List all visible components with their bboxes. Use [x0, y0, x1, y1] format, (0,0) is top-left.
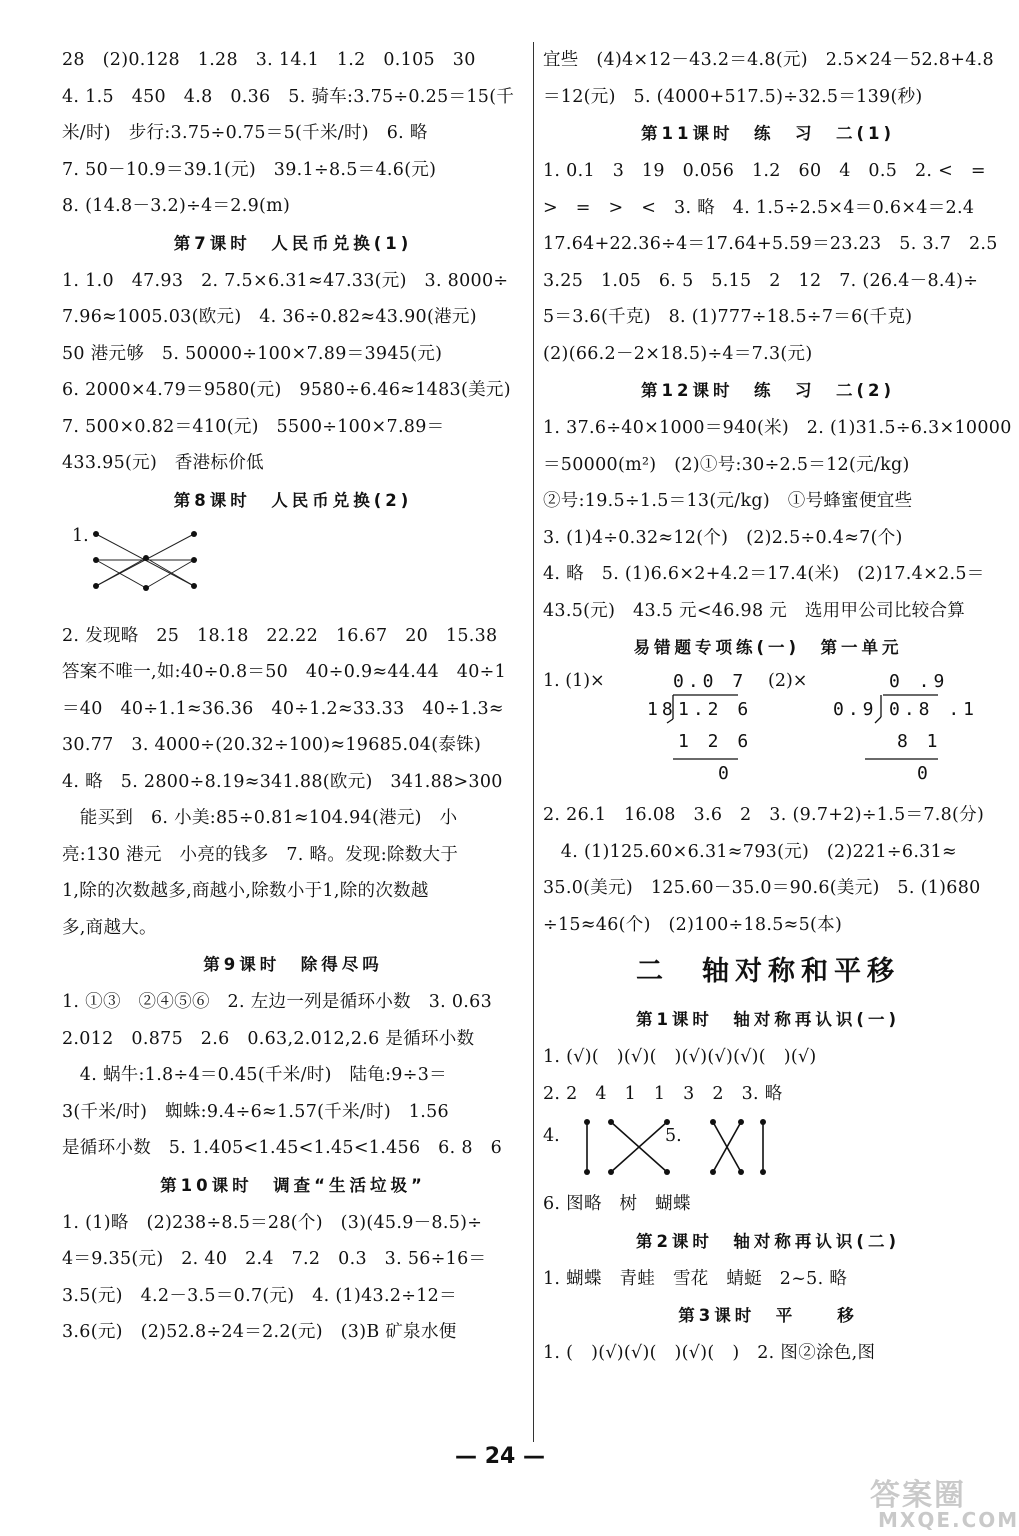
figure-dot	[760, 1169, 766, 1175]
figure-dot	[608, 1169, 614, 1175]
answer-line: ÷15≈46(个) (2)100÷18.5≈5(本)	[543, 914, 843, 935]
match-dot	[191, 557, 197, 563]
division-d2-sub: 8 1	[897, 731, 942, 752]
answer-line: 米/时) 步行:3.75÷0.75＝5(千米/时) 6. 略	[62, 123, 428, 143]
answer-line: 28 (2)0.128 1.28 3. 14.1 1.2 0.105 30	[62, 50, 476, 70]
answer-line: 3.5(元) 4.2－3.5＝0.7(元) 4. (1)43.2÷12＝	[62, 1285, 457, 1306]
figure-label-5: 5.	[665, 1126, 682, 1146]
answer-line: 4. 蜗牛:1.8÷4＝0.45(千米/时) 陆龟:9÷3＝	[62, 1065, 447, 1085]
lesson-heading: 第9课时 除得尽吗	[203, 955, 383, 974]
figure-dot	[738, 1119, 744, 1125]
watermark-top: 答案圈	[870, 1478, 966, 1513]
answer-line: 1. (1)略 (2)238÷8.5＝28(个) (3)(45.9－8.5)÷	[62, 1212, 483, 1233]
answer-line: 50 港元够 5. 50000÷100×7.89＝3945(元)	[62, 343, 443, 364]
answer-line: 能买到 6. 小美:85÷0.81≈104.94(港元) 小	[62, 808, 458, 828]
lesson-heading: 第1课时 轴对称再认识(一)	[635, 1010, 901, 1029]
answer-line: ②号:19.5÷1.5＝13(元/kg) ①号蜂蜜便宜些	[543, 491, 913, 511]
answer-line: 1. ①③ ②④⑤⑥ 2. 左边一列是循环小数 3. 0.63	[62, 992, 493, 1012]
answer-line: 4. 略 5. (1)6.6×2+4.2＝17.4(米) (2)17.4×2.5＝	[543, 564, 985, 584]
answer-line: 8. (14.8－3.2)÷4＝2.9(m)	[62, 196, 291, 216]
lesson-heading: 第12课时 练 习 二(2)	[640, 381, 896, 400]
answer-line: 1. ( )(√)(√)( )(√)( ) 2. 图②涂色,图	[543, 1343, 876, 1363]
answer-line: 2. 发现略 25 18.18 22.22 16.67 20 15.38	[62, 625, 498, 646]
answer-line: 2. 26.1 16.08 3.6 2 3. (9.7+2)÷1.5＝7.8(分)	[543, 805, 985, 825]
page-number: — 24 —	[455, 1444, 545, 1469]
answer-line: 3.25 1.05 6. 5 5.15 2 12 7. (26.4－8.4)÷	[543, 270, 979, 291]
division-label-1: 1. (1)×	[543, 671, 605, 691]
match-dot	[191, 583, 197, 589]
matching-lines-diagram	[62, 525, 202, 626]
division-d2-div: 0.9	[833, 699, 878, 720]
answer-line: 7. 50－10.9＝39.1(元) 39.1÷8.5＝4.6(元)	[62, 159, 437, 180]
answer-line: 7. 500×0.82＝410(元) 5500÷100×7.89＝	[62, 416, 445, 437]
lesson-heading: 第8课时 人民币兑换(2)	[173, 490, 413, 510]
answer-line: 5＝3.6(千克) 8. (1)777÷18.5÷7＝6(千克)	[543, 307, 913, 327]
answer-line: 是循环小数 5. 1.405<1.45<1.45<1.456 6. 8 6	[62, 1138, 503, 1158]
matching-figure	[62, 520, 524, 618]
answer-line: 35.0(美元) 125.60－35.0＝90.6(美元) 5. (1)680	[543, 878, 981, 898]
answer-line: 43.5(元) 43.5 元<46.98 元 选用甲公司比较合算	[543, 600, 966, 621]
division-d1-r: 0	[718, 763, 733, 784]
lesson-heading: 第7课时 人民币兑换(1)	[173, 233, 413, 253]
answer-line: 30.77 3. 4000÷(20.32÷100)≈19685.04(泰铢)	[62, 735, 482, 755]
symmetry-figure	[543, 1112, 993, 1186]
figure-dot	[710, 1169, 716, 1175]
answer-line: 亮:130 港元 小亮的钱多 7. 略。发现:除数大于	[62, 844, 459, 865]
figure-dot	[710, 1119, 716, 1125]
answer-line: 4＝9.35(元) 2. 40 2.4 7.2 0.3 3. 56÷16＝	[62, 1249, 487, 1269]
answer-line: 4. 1.5 450 4.8 0.36 5. 骑车:3.75÷0.25＝15(千	[62, 86, 515, 107]
answer-line: 1,除的次数越多,商越小,除数小于1,除的次数越	[62, 881, 429, 901]
unit-title: 二 轴对称和平移	[636, 956, 900, 987]
answer-line: (2)(66.2－2×18.5)÷4＝7.3(元)	[543, 343, 813, 364]
figure-dot	[664, 1169, 670, 1175]
figure-label: 1.	[72, 525, 89, 546]
answer-line: 4. 略 5. 2800÷8.19≈341.88(欧元) 341.88>300	[62, 771, 503, 792]
answer-line: 3. (1)4÷0.32≈12(个) (2)2.5÷0.4≈7(个)	[543, 527, 903, 548]
match-dot	[143, 585, 149, 591]
answer-line: 答案不唯一,如:40÷0.8＝50 40÷0.9≈44.44 40÷1	[62, 662, 507, 682]
left-column	[62, 42, 524, 1351]
watermark-logo	[860, 1470, 1019, 1536]
answer-line: 1. 0.1 3 19 0.056 1.2 60 4 0.5 2. < =	[543, 161, 986, 181]
figure-dot	[738, 1169, 744, 1175]
figure-dot	[608, 1119, 614, 1125]
answer-line: 2.012 0.875 2.6 0.63,2.012,2.6 是循环小数	[62, 1028, 475, 1049]
answer-line: 6. 图略 树 蝴蝶	[543, 1194, 691, 1214]
answer-line: ＝12(元) 5. (4000+517.5)÷32.5＝139(秒)	[543, 86, 923, 107]
division-d1-sub: 1 2 6	[678, 731, 753, 752]
right-column	[543, 42, 1012, 1372]
division-label-2: (2)×	[768, 671, 808, 691]
answer-line: 3.6(元) (2)52.8÷24＝2.2(元) (3)B 矿泉水便	[62, 1322, 457, 1342]
match-dot	[93, 531, 99, 537]
match-dot	[143, 555, 149, 561]
lesson-heading: 易错题专项练(一) 第一单元	[633, 638, 903, 657]
watermark-bottom: MXQE.COM	[878, 1508, 1019, 1532]
answer-line: 1. 蝴蝶 青蛙 雪花 蜻蜓 2~5. 略	[543, 1268, 848, 1289]
lesson-heading: 第11课时 练 习 二(1)	[640, 124, 896, 143]
figure-dot	[584, 1119, 590, 1125]
answer-line: > = > < 3. 略 4. 1.5÷2.5×4＝0.6×4＝2.4	[543, 197, 975, 218]
lesson-heading: 第10课时 调查“生活垃圾”	[160, 1175, 426, 1195]
figure-label-4: 4.	[543, 1126, 560, 1146]
answer-line: 4. (1)125.60×6.31≈793(元) (2)221÷6.31≈	[543, 841, 958, 862]
answer-line: 1. 1.0 47.93 2. 7.5×6.31≈47.33(元) 3. 8000÷	[62, 270, 509, 291]
figure-dot	[760, 1119, 766, 1125]
figure-dot	[664, 1119, 670, 1125]
match-dot	[93, 583, 99, 589]
answer-line: 1. 37.6÷40×1000＝940(米) 2. (1)31.5÷6.3×10000	[543, 418, 1012, 438]
answer-line: 17.64+22.36÷4＝17.64+5.59＝23.23 5. 3.7 2.5	[543, 234, 998, 254]
lesson-heading: 第2课时 轴对称再认识(二)	[635, 1231, 901, 1251]
answer-line: 1. (√)( )(√)( )(√)(√)(√)( )(√)	[543, 1047, 817, 1067]
division-d1-q: 0.0 7	[673, 671, 748, 692]
answer-line: 3(千米/时) 蜘蛛:9.4÷6≈1.57(千米/时) 1.56	[62, 1101, 449, 1122]
match-dot	[93, 557, 99, 563]
long-division-figure	[543, 667, 993, 797]
division-d1-div: 18	[647, 699, 677, 720]
lesson-heading: 第3课时 平 移	[678, 1306, 858, 1325]
division-d2-r: 0	[917, 763, 932, 784]
answer-line: ＝40 40÷1.1≈36.36 40÷1.2≈33.33 40÷1.3≈	[62, 698, 504, 719]
answer-line: ＝50000(m²) (2)①号:30÷2.5＝12(元/kg)	[543, 454, 910, 475]
division-d1-dvd: 1.2 6	[678, 699, 753, 720]
answer-line: 2. 2 4 1 1 3 2 3. 略	[543, 1083, 783, 1104]
answer-line: 多,商越大。	[62, 917, 157, 938]
figure-dot	[584, 1169, 590, 1175]
answer-line: 433.95(元) 香港标价低	[62, 453, 264, 473]
division-d2-q: 0 .9	[889, 671, 949, 692]
match-dot	[191, 531, 197, 537]
column-divider	[533, 42, 534, 1442]
division-d2-dvd: 0.8 .1	[889, 699, 979, 720]
answer-line: 6. 2000×4.79＝9580(元) 9580÷6.46≈1483(美元)	[62, 380, 511, 400]
answer-line: 宜些 (4)4×12－43.2＝4.8(元) 2.5×24－52.8+4.8	[543, 50, 994, 70]
symmetry-lines-diagram	[563, 1112, 793, 1186]
answer-line: 7.96≈1005.03(欧元) 4. 36÷0.82≈43.90(港元)	[62, 307, 477, 327]
